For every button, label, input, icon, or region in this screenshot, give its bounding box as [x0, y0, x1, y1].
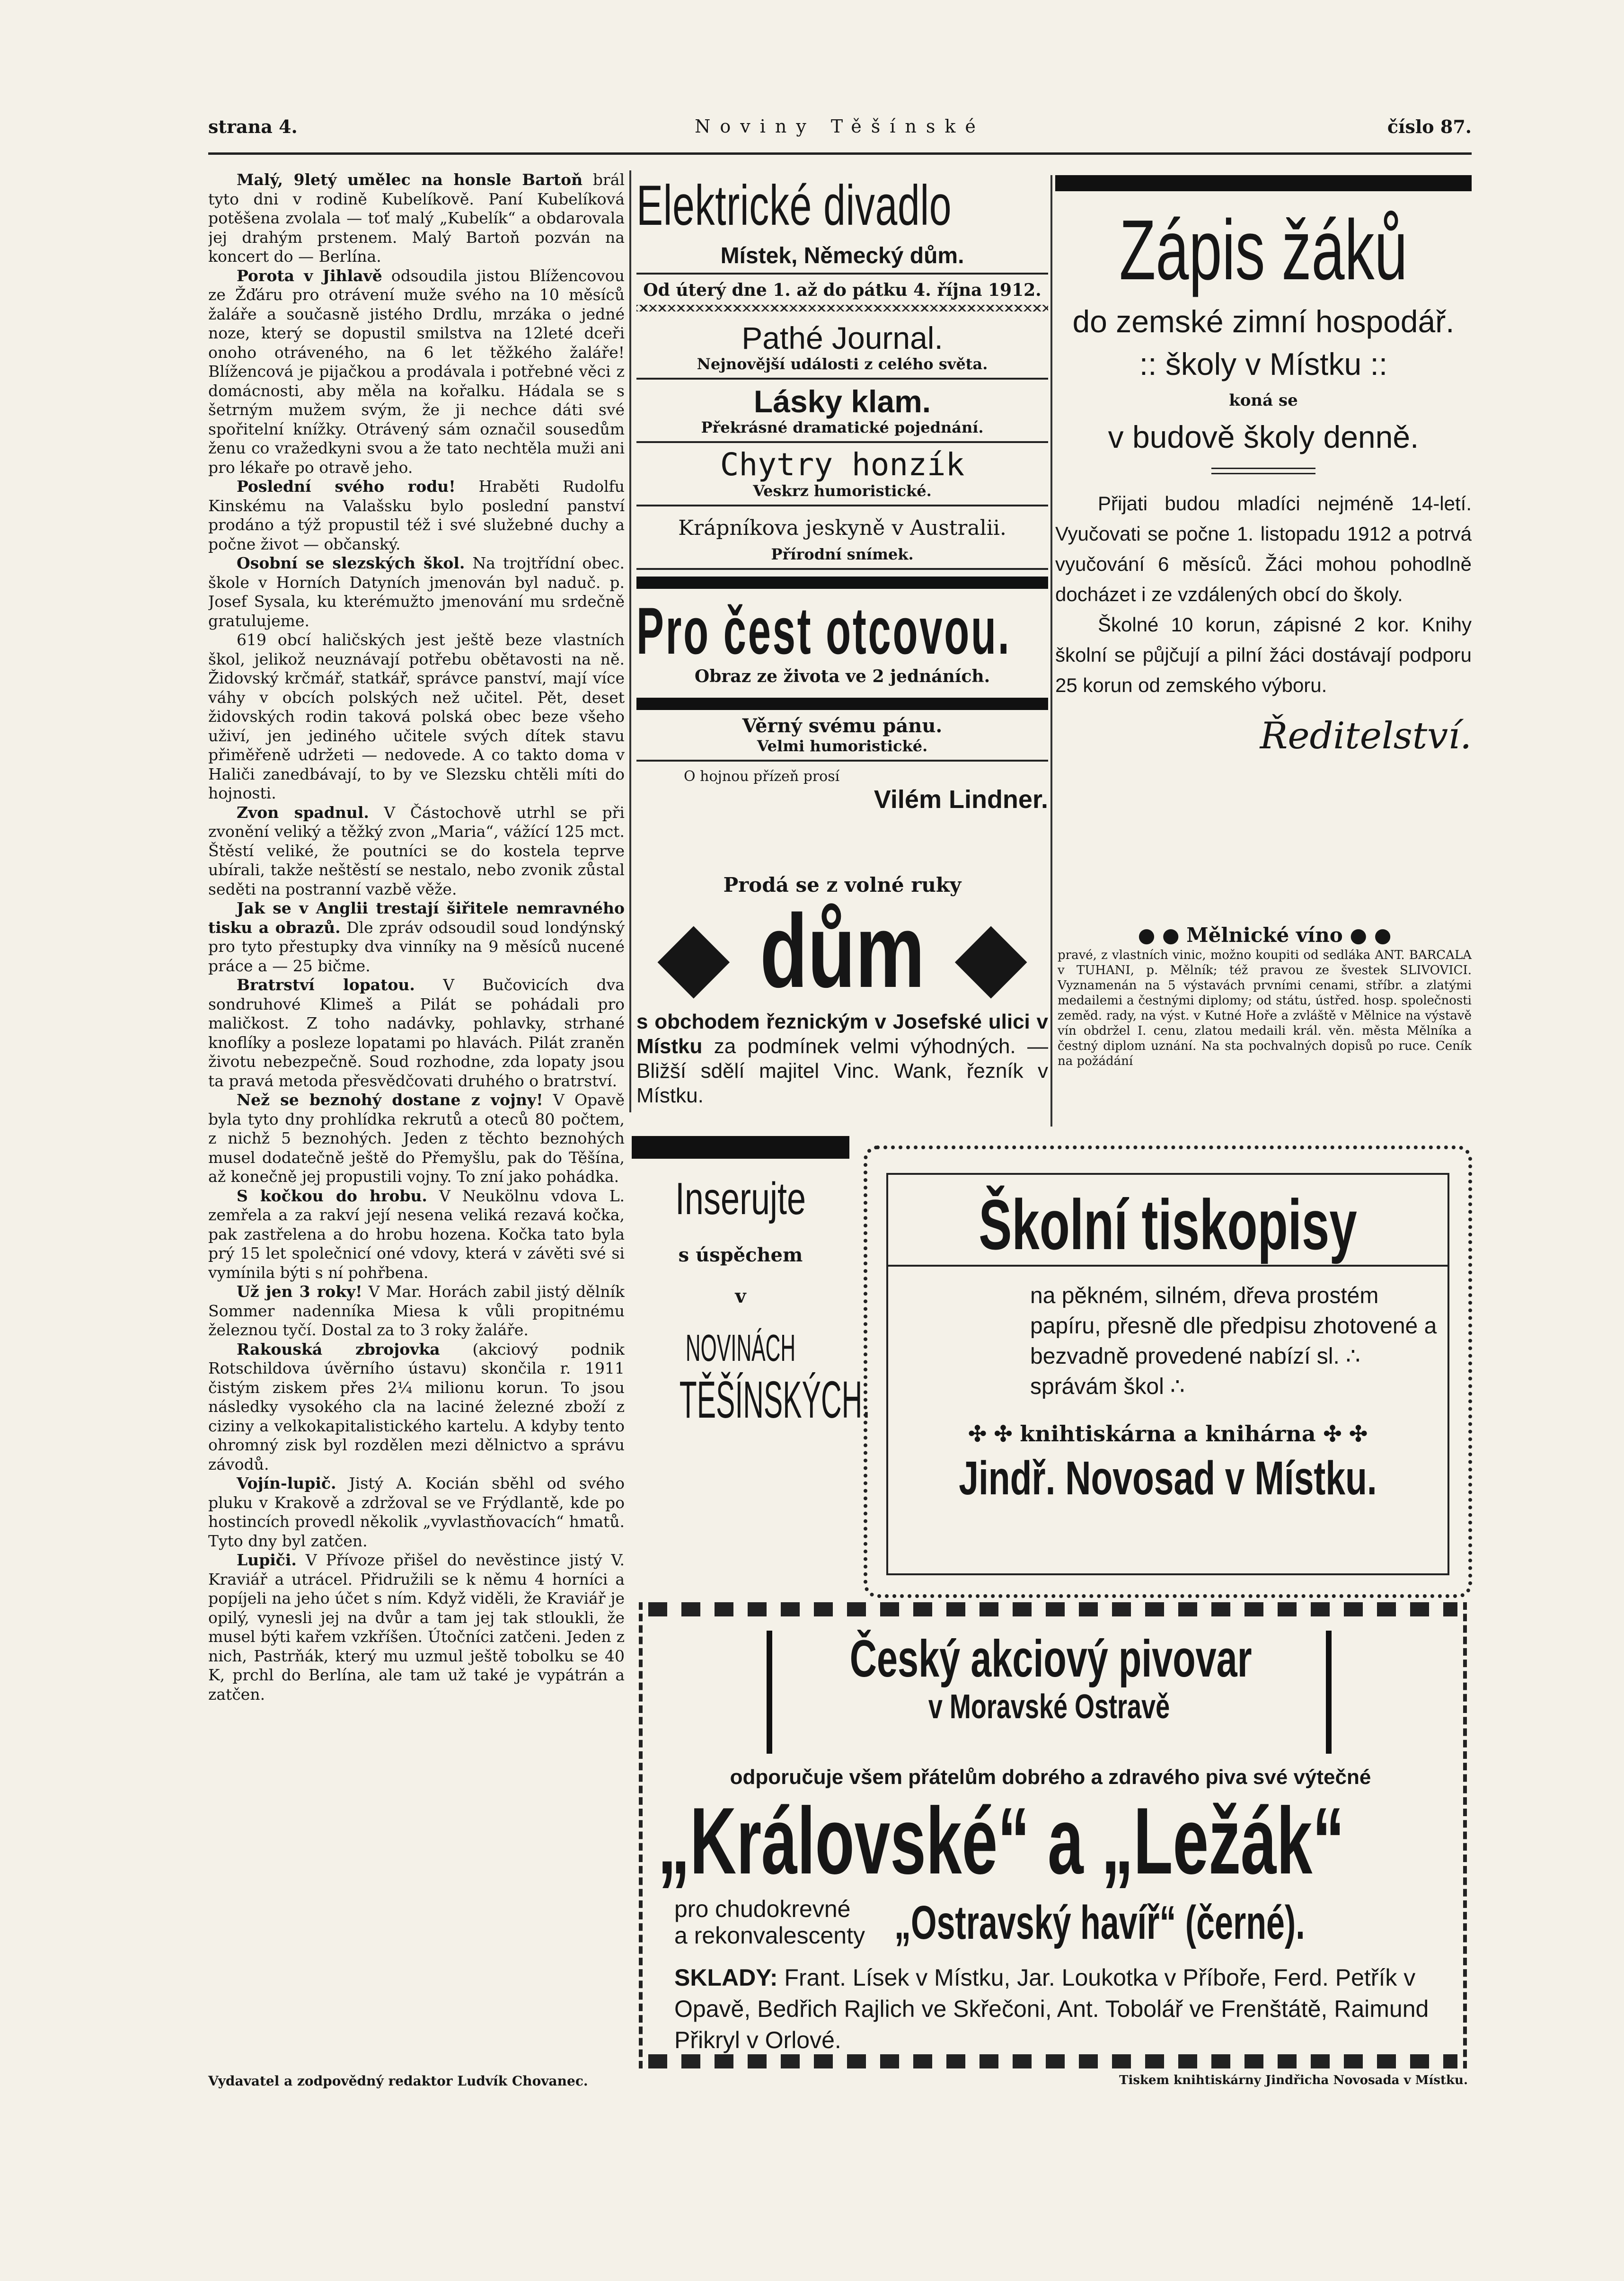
- news-text: V Přívoze přišel do nevěstince jistý V. Kraviář a utrácel. Přidružili se k němu 4 horníci a popíjeli na jeho účet s ním. Když viděli, že Kraviář je opilý, vynesli jej na dvůr a tam jej tak stloukli, že musel býti kařem vzkříšen. Útočníci zatčeni. Jeden z nich, Pastrňák, který mu uzmul ještě tobolku se 40 K, prchl do Berlína, ale tam už také je vypátrán a zatčen.: [208, 1551, 625, 1704]
- house-headline: Prodá se z volné ruky: [723, 873, 962, 896]
- program-sub: Překrásné dramatické pojednání.: [701, 418, 984, 436]
- enrollment-body: [1055, 488, 1472, 701]
- issue-number: číslo 87.: [1387, 116, 1472, 137]
- news-text: Hraběti Rudolfu Kinskému na Valašsku bylo poslední panství prodáno a týž propustil též i své služebné duchy a počne život — občanský.: [208, 477, 625, 553]
- paragraph: Přijati budou mladíci nejméně 14-letí. Vyučovati se počne 1. listopadu 1912 a potrvá vyučování 6 měsíců. Žáci mohou pohodlně docházet i ze vzdálených obcí do školy.: [1055, 492, 1472, 605]
- program-item: [636, 506, 1048, 570]
- program-sub: Veskrz humoristické.: [753, 482, 932, 500]
- newspaper-title: Noviny Těšínské: [695, 116, 985, 137]
- beer-dark: „Ostravský havíř“ (černé).: [894, 1896, 1305, 1949]
- news-item: [208, 477, 625, 554]
- program-sub: Nejnovější události z celého světa.: [697, 355, 988, 373]
- forms-title: Školní tiskopisy: [979, 1185, 1357, 1264]
- wine-text: pravé, z vlastních vinic, možno koupiti od sedláka ANT. BARCALA v TUHANI, p. Mělník; též pravou ze švestek SLIVOVICI. Vyznamenán na 5 výstavách prvními cenami, stříbr. a zlatými medailemi a čestnými diplomy; od státu, ústřed. hosp. společnosti zeměd. rady, na výst. v Kutné Hoře a zvláště v Mělnice na výstavě vín obdržel I. cenu, zlatou medaili král. věn. města Mělníka a čestný diplom uznání. Na sta pochvalných dopisů po ruce. Ceník na požádání: [1058, 948, 1472, 1068]
- wine-title: ● ● Mělnické víno ● ●: [1138, 923, 1392, 947]
- program-title: Pathé Journal.: [741, 320, 943, 355]
- invite: O hojnou přízeň prosí: [684, 768, 840, 785]
- bar: [636, 577, 1048, 589]
- news-text: (akciový podnik Rotschildova úvěrního ústavu) skončila r. 1911 čistým ziskem přes 2¼ milionu korun. To jsou následky vysokého cla na laciné železné zboží z ciziny a velkokapitalistického kartelu. A kdyby tento ohromný zisk byl rozdělen mezi dělnictvo a správu závodů.: [208, 1340, 625, 1473]
- news-text: odsoudila jistou Blížencovou ze Žďáru pro otrávení muže svého na 10 měsíců žaláře a současně jistého Drdlu, mrzáka o jedné noze, který se dopustil smilstva na 12leté dceři onoho otráveného, na 6 let těžkého žaláře! Blížencová je pijačkou a prodávala i potřebné věci z domácnosti, aby měla na kořalku. Hádala se s šetrným mužem svým, že ji nechce dáti své spořitelní knížky. Otrávený sám označil sousedům ženu co vražedkyni svou a že tato nechtěla muži ani pro lékaře po otravě jeho.: [208, 266, 625, 477]
- news-lead: S kočkou do hrobu.: [237, 1186, 427, 1205]
- news-item: [208, 803, 625, 899]
- advertise-line: TĚŠÍNSKÝCH.: [679, 1371, 871, 1429]
- news-item: [208, 630, 625, 803]
- advertise-title: Inserujte: [675, 1173, 806, 1224]
- brewery-recommend: odporučuje všem přátelům dobrého a zdravého piva své výtečné: [730, 1766, 1371, 1789]
- advertise-ad: [629, 1136, 871, 1586]
- enrollment-ad: [1055, 175, 1472, 1051]
- brewery-location: v Moravské Ostravě: [928, 1688, 1170, 1726]
- house-word: dům: [759, 893, 925, 1009]
- header-rule: [208, 152, 1472, 155]
- forms-ad-inner: [886, 1173, 1449, 1575]
- owner: Vilém Lindner.: [874, 785, 1048, 814]
- dash-border: [648, 2054, 1457, 2068]
- house-text-bold: s obchodem řeznickým v Josefské ulici v Místku: [636, 1010, 1048, 1058]
- enrollment-line: :: školy v Místku ::: [1139, 346, 1388, 382]
- news-text: 619 obcí haličských jest ještě beze vlastních škol, jelikož neuznávají potřebu obětavosti na ně. Židovský krčmář, statkář, správce panství, mají více váhy v obcích polských než učitel. Pět, deset židovských rodin taková polská obec beze všeho uživí, jen jediného učitele svých dítek stavu přiměřeně udržeti — nedovede. A co takto doma v Haliči zanedbávají, to by ve Slezsku chtěli míti do hojnosti.: [208, 630, 625, 802]
- forms-ad: [864, 1145, 1472, 1598]
- news-text: V Bučovicích dva sondruhové Klimeš a Pilát se pohádali pro maličkost. Z toho nadávky, pohlavky, strhané knoflíky a posleze lopatami po hlavách. Pilát zraněn životu nebezpečně. Soud rozhodne, zda lopaty jsou ta pravá metoda přesvědčovati druhého o bratrství.: [208, 976, 625, 1090]
- news-text: V Neukölnu vdova L. zemřela a za rakví její nesena veliká rezavá kočka, pak zastřelena a do hrobu hozena. Kočka tato byla prý 15 let společnicí oné vdovy, která v závěti své si vymínila býti s ní pohřbena.: [208, 1186, 625, 1282]
- page-header: [208, 116, 1472, 144]
- zigzag-divider: [636, 305, 1048, 311]
- wine-ad: [1058, 923, 1472, 1117]
- news-lead: Zvon spadnul.: [237, 803, 369, 822]
- news-text: V Mar. Horách zabil jistý dělník Sommer nadenníka Miesa k vůli propitnému železnou tyčí. Dostal za to 3 roky žaláře.: [208, 1282, 625, 1339]
- advertise-line: s úspěchem: [678, 1244, 803, 1266]
- bar: [1055, 175, 1472, 191]
- news-text: Dle zpráv odsoudil soud londýnský pro tyto přestupky dva vinníky na 9 měsíců nucené práce a — 25 bičme.: [208, 918, 625, 975]
- printer-line: Tiskem knihtiskárny Jindřicha Novosada v Místku.: [1119, 2073, 1468, 2087]
- news-item: [208, 1474, 625, 1551]
- program-title: Krápníkova jeskyně v Australii.: [678, 516, 1006, 540]
- rule: [888, 1265, 1447, 1267]
- ornament-icon: ◆: [657, 899, 730, 1010]
- ad-divider: [1050, 175, 1052, 1127]
- extra-title: Věrný svému pánu.: [742, 715, 943, 737]
- news-text: brál tyto dni v rodině Kubelíkově. Paní Kubelíková potěšena zvolala — toť malý „Kubelík“ a obdarovala jej drahým prstenem. Malý Bartoň pozván na koncert do — Berlína.: [208, 170, 625, 266]
- program-item: [636, 316, 1048, 380]
- cinema-dates: Od úterý dne 1. až do pátku 4. října 1912.: [636, 273, 1048, 300]
- news-lead: Vojín-lupič.: [237, 1474, 336, 1492]
- news-item: [208, 1091, 625, 1187]
- forms-publisher: Jindř. Novosad v Místku.: [959, 1452, 1377, 1505]
- news-column: [208, 170, 625, 2068]
- news-lead: Lupiči.: [237, 1551, 297, 1569]
- page-number: strana 4.: [208, 116, 298, 137]
- cinema-place: Místek, Německý dům.: [720, 243, 964, 268]
- news-item: [208, 1340, 625, 1474]
- news-text: Jistý A. Kocián sběhl od svého pluku v Krakově a zdržoval se ve Frýdlantě, kde po hostincích provedl několik „vyvlastňovacích“ hmatů. Tyto dny byl zatčen.: [208, 1474, 625, 1550]
- news-item: [208, 899, 625, 976]
- house-text: [636, 1010, 1048, 1108]
- news-item: [208, 976, 625, 1091]
- news-item: [208, 554, 625, 630]
- warehouses-list: Frant. Lísek v Místku, Jar. Loukotka v Příboře, Ferd. Petřík v Opavě, Bedřich Rajlich ve Skřečoni, Ant. Tobolář ve Frenštátě, Raimund Přikryl v Orlové.: [674, 1964, 1429, 2053]
- editor-line: Vydavatel a zodpovědný redaktor Ludvík Chovanec.: [208, 2073, 588, 2089]
- news-text: Na trojtřídní obec. škole v Horních Datyních jmenován byl naduč. p. Josef Sysala, ku kterémužto jmenování mu srdečně gratulujeme.: [208, 554, 625, 630]
- news-lead: Jak se v Anglii trestají šiřitele nemravného tisku a obrazů.: [208, 899, 625, 937]
- news-item: [208, 1282, 625, 1340]
- beer-target-line: pro chudokrevné: [674, 1896, 851, 1922]
- signature: Ředitelství.: [1260, 715, 1472, 757]
- house-ad: [636, 873, 1048, 1119]
- feature-sub: Obraz ze života ve 2 jednáních.: [694, 666, 990, 686]
- brewery-name: Český akciový pivovar: [849, 1630, 1252, 1688]
- news-lead: Osobní se slezských škol.: [237, 554, 465, 572]
- news-lead: Rakouská zbrojovka: [237, 1340, 440, 1358]
- news-lead: Porota v Jihlavě: [237, 266, 382, 285]
- bar: [632, 1136, 849, 1159]
- news-text: V Částochově utrhl se při zvonění veliký a těžký zvon „Maria“, vážící 125 mct. Štěstí veliké, že poutníci se do kostela teprve ubírali, takže neštěstí se nestalo, nebo zvonik zůstal seděti na postranní vazbě věže.: [208, 803, 625, 898]
- house-text-rest: za podmínek velmi výhodných. — Bližší sdělí majitel Vinc. Wank, řezník v Místku.: [636, 1035, 1048, 1107]
- warehouses: [674, 1962, 1443, 2056]
- enrollment-line: do zemské zimní hospodář.: [1072, 304, 1455, 339]
- program-item: [636, 380, 1048, 443]
- news-item: [208, 170, 625, 266]
- extra-sub: Velmi humoristické.: [636, 737, 1048, 762]
- news-item: [208, 1551, 625, 1704]
- program-item: [636, 443, 1048, 506]
- forms-desc: na pěkném, silném, dřeva prostém papíru, přesně dle předpisu zhotovené a bezvadně provedené nabízí sl. ∴ správám škol ∴: [1030, 1283, 1437, 1399]
- news-lead: Malý, 9letý umělec na honsle Bartoň: [237, 170, 583, 189]
- wine-title-text: Mělnické víno: [1186, 923, 1343, 947]
- beer-target-line: a rekonvalescenty: [674, 1922, 865, 1949]
- beer-brands: „Královské“ a „Ležák“: [658, 1788, 1345, 1894]
- program-sub: Přírodní snímek.: [771, 545, 914, 563]
- warehouses-label: SKLADY:: [674, 1964, 778, 1991]
- forms-shop: ✣ ✣ knihtiskárna a knihárna ✣ ✣: [968, 1421, 1368, 1447]
- brewery-ad: [629, 1602, 1472, 2068]
- program-title: Lásky klam.: [753, 384, 931, 419]
- news-item: [208, 1187, 625, 1283]
- program-title: Chytry honzík: [720, 446, 965, 483]
- column-divider: [629, 170, 631, 1112]
- news-text: V Opavě byla tyto dny prohlídka rekrutů a oteců 80 počtem, z nichž 5 beznohých. Jeden z těchto beznohých musel dodatečně ještě do Přemyšlu, pak do Těšína, až konečně jej propustili vojny. To zní jako pohádka.: [208, 1091, 625, 1186]
- news-lead: Bratrství lopatou.: [237, 976, 415, 994]
- news-lead: Už jen 3 roky!: [237, 1282, 362, 1301]
- brewery-header: [767, 1631, 1332, 1754]
- beer-target: [674, 1896, 865, 1949]
- feature-title: Pro čest otcovou.: [636, 594, 1011, 668]
- cinema-ad: [636, 170, 1048, 880]
- dash-border: [648, 1602, 1457, 1616]
- cinema-title: Elektrické divadlo: [636, 174, 952, 237]
- advertise-line: NOVINÁCH: [685, 1327, 796, 1369]
- news-lead: Než se beznohý dostane z vojny!: [237, 1091, 543, 1109]
- rule: [1211, 468, 1315, 474]
- enrollment-line: v budově školy denně.: [1108, 419, 1419, 454]
- bar: [636, 698, 1048, 710]
- ornament-icon: ◆: [954, 899, 1028, 1010]
- enrollment-kona: koná se: [1229, 391, 1298, 410]
- paragraph: Školné 10 korun, zápisné 2 kor. Knihy školní se půjčují a pilní žáci dostávají podporu 25 korun od zemského výboru.: [1055, 613, 1472, 696]
- advertise-line: v: [735, 1285, 746, 1307]
- news-lead: Poslední svého rodu!: [237, 477, 456, 496]
- enrollment-title: Zápis žáků: [1119, 203, 1408, 298]
- news-item: [208, 266, 625, 478]
